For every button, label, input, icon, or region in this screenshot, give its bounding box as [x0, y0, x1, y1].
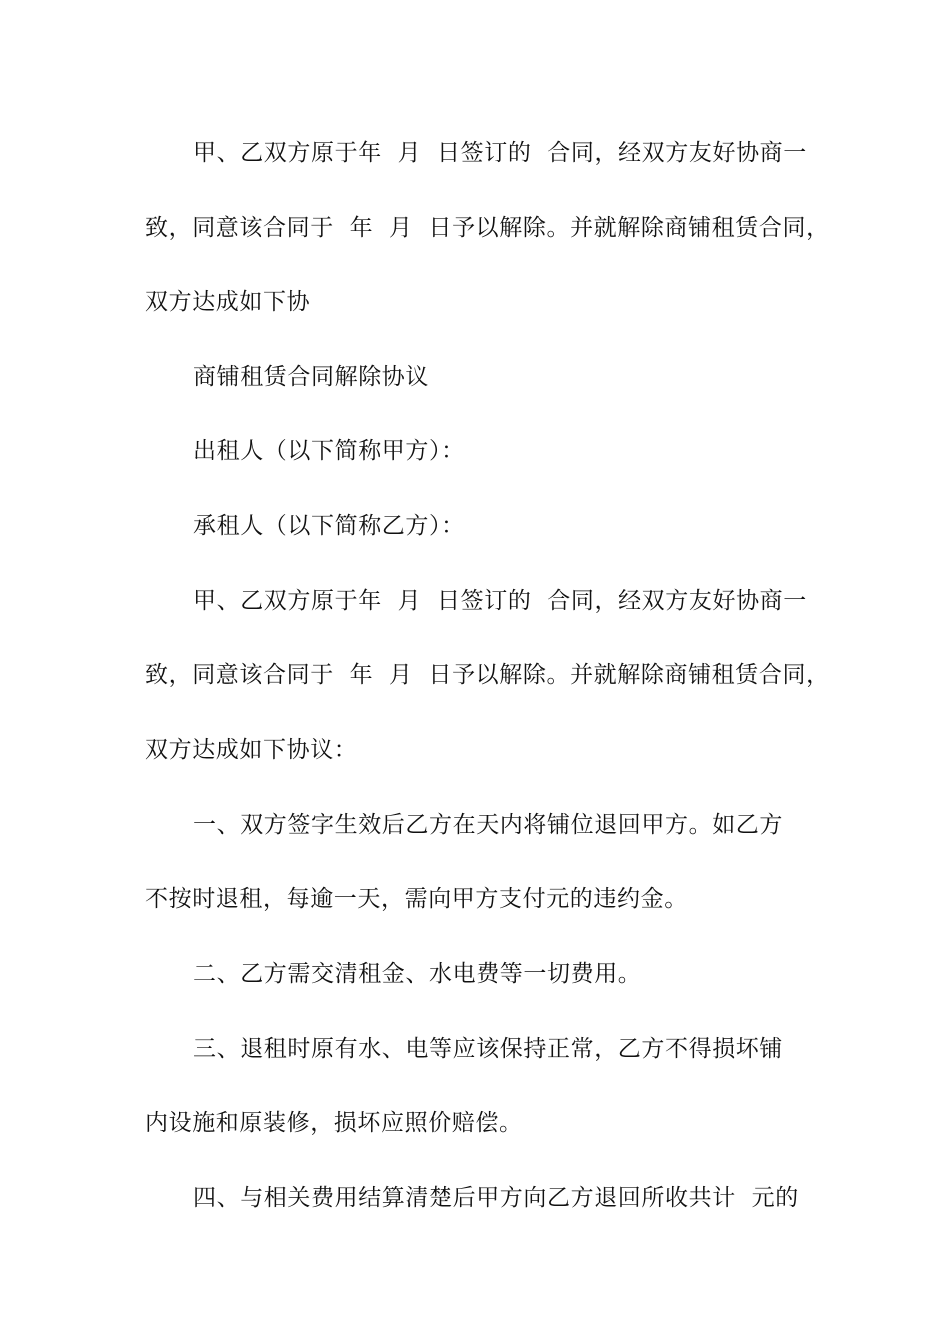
clause-4: 四、与相关费用结算清楚后甲方向乙方退回所收共计 元的 — [193, 1185, 799, 1211]
paragraph-line: 双方达成如下协 — [145, 289, 311, 315]
paragraph-line: 致，同意该合同于 年 月 日予以解除。并就解除商铺租赁合同， — [145, 215, 830, 241]
paragraph-line: 致，同意该合同于 年 月 日予以解除。并就解除商铺租赁合同， — [145, 662, 830, 688]
clause-3-continued: 内设施和原装修，损坏应照价赔偿。 — [145, 1110, 523, 1136]
clause-3: 三、退租时原有水、电等应该保持正常，乙方不得损坏铺 — [193, 1036, 783, 1062]
lessor-line: 出租人（以下简称甲方）： — [193, 438, 465, 464]
clause-2: 二、乙方需交清租金、水电费等一切费用。 — [193, 961, 642, 987]
paragraph-line: 双方达成如下协议： — [145, 737, 358, 763]
paragraph-line: 甲、乙双方原于年 月 日签订的 合同，经双方友好协商一 — [193, 140, 807, 166]
clause-1: 一、双方签字生效后乙方在天内将铺位退回甲方。如乙方 — [193, 812, 783, 838]
clause-1-continued: 不按时退租，每逾一天，需向甲方支付元的违约金。 — [145, 886, 688, 912]
section-heading: 商铺租赁合同解除协议 — [193, 364, 429, 390]
lessee-line: 承租人（以下简称乙方）： — [193, 513, 465, 539]
paragraph-line: 甲、乙双方原于年 月 日签订的 合同，经双方友好协商一 — [193, 588, 807, 614]
